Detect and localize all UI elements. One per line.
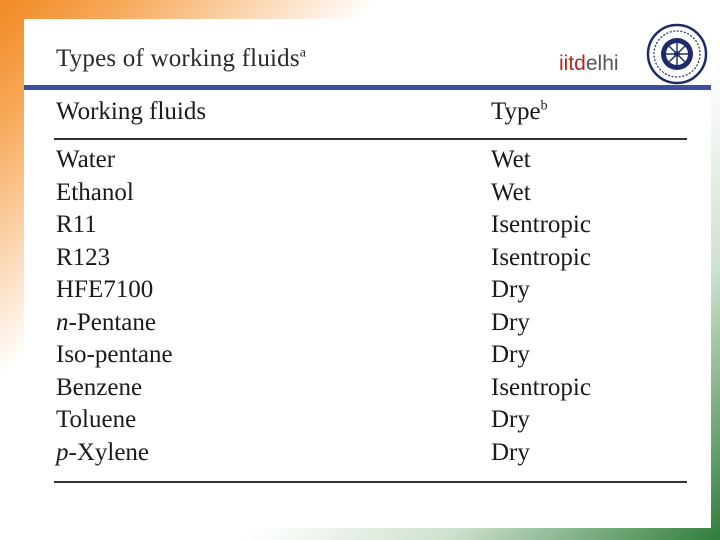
fluid-name: R123: [56, 243, 111, 271]
table-header-rule: [54, 138, 687, 140]
fluid-name: Toluene: [56, 406, 137, 433]
fluid-type: Isentropic: [491, 211, 591, 238]
fluid-name: Benzene: [56, 373, 143, 401]
title-footnote-marker: a: [299, 45, 307, 61]
institution-emblem-icon: [646, 23, 708, 85]
fluid-name: HFE7100: [56, 276, 154, 303]
table-row: [54, 144, 687, 177]
column-header-working-fluids: Working fluids: [56, 98, 207, 125]
table-row: [54, 177, 687, 210]
fluid-type: Wet: [491, 178, 531, 206]
table-row: [54, 209, 687, 242]
fluid-type: Isentropic: [491, 243, 591, 271]
fluid-name: R11: [56, 211, 97, 238]
table-body: [54, 144, 687, 469]
fluid-type: Wet: [491, 146, 531, 173]
table-row: [54, 307, 687, 340]
table-row: [54, 372, 687, 405]
column-header-type: Type$^b$: [491, 98, 548, 125]
fluid-name: p-Xylene: [56, 438, 150, 466]
title-accent-bar: [24, 85, 711, 90]
working-fluids-table: [54, 93, 687, 466]
fluid-type: Dry: [491, 276, 530, 303]
fluid-type: Isentropic: [491, 373, 591, 401]
institution-logo-text: iitdelhi: [559, 52, 619, 75]
fluid-type: Dry: [491, 308, 530, 336]
fluid-type: Dry: [491, 341, 530, 368]
slide: [24, 19, 711, 528]
fluid-name: n-Pentane: [56, 308, 156, 336]
fluid-type: Dry: [491, 406, 530, 433]
fluid-name: Ethanol: [56, 178, 134, 206]
table-row: [54, 339, 687, 372]
slide-title: Types of working fluids$^a$: [56, 45, 307, 72]
table-row: [54, 242, 687, 275]
table-bottom-rule: [54, 481, 687, 483]
fluid-name: Water: [56, 146, 116, 173]
fluid-name: Iso-pentane: [56, 341, 173, 368]
table-row: [54, 404, 687, 437]
table-row: [54, 274, 687, 307]
table-header-row: [54, 93, 687, 135]
fluid-type: Dry: [491, 438, 530, 466]
table-row: [54, 437, 687, 470]
